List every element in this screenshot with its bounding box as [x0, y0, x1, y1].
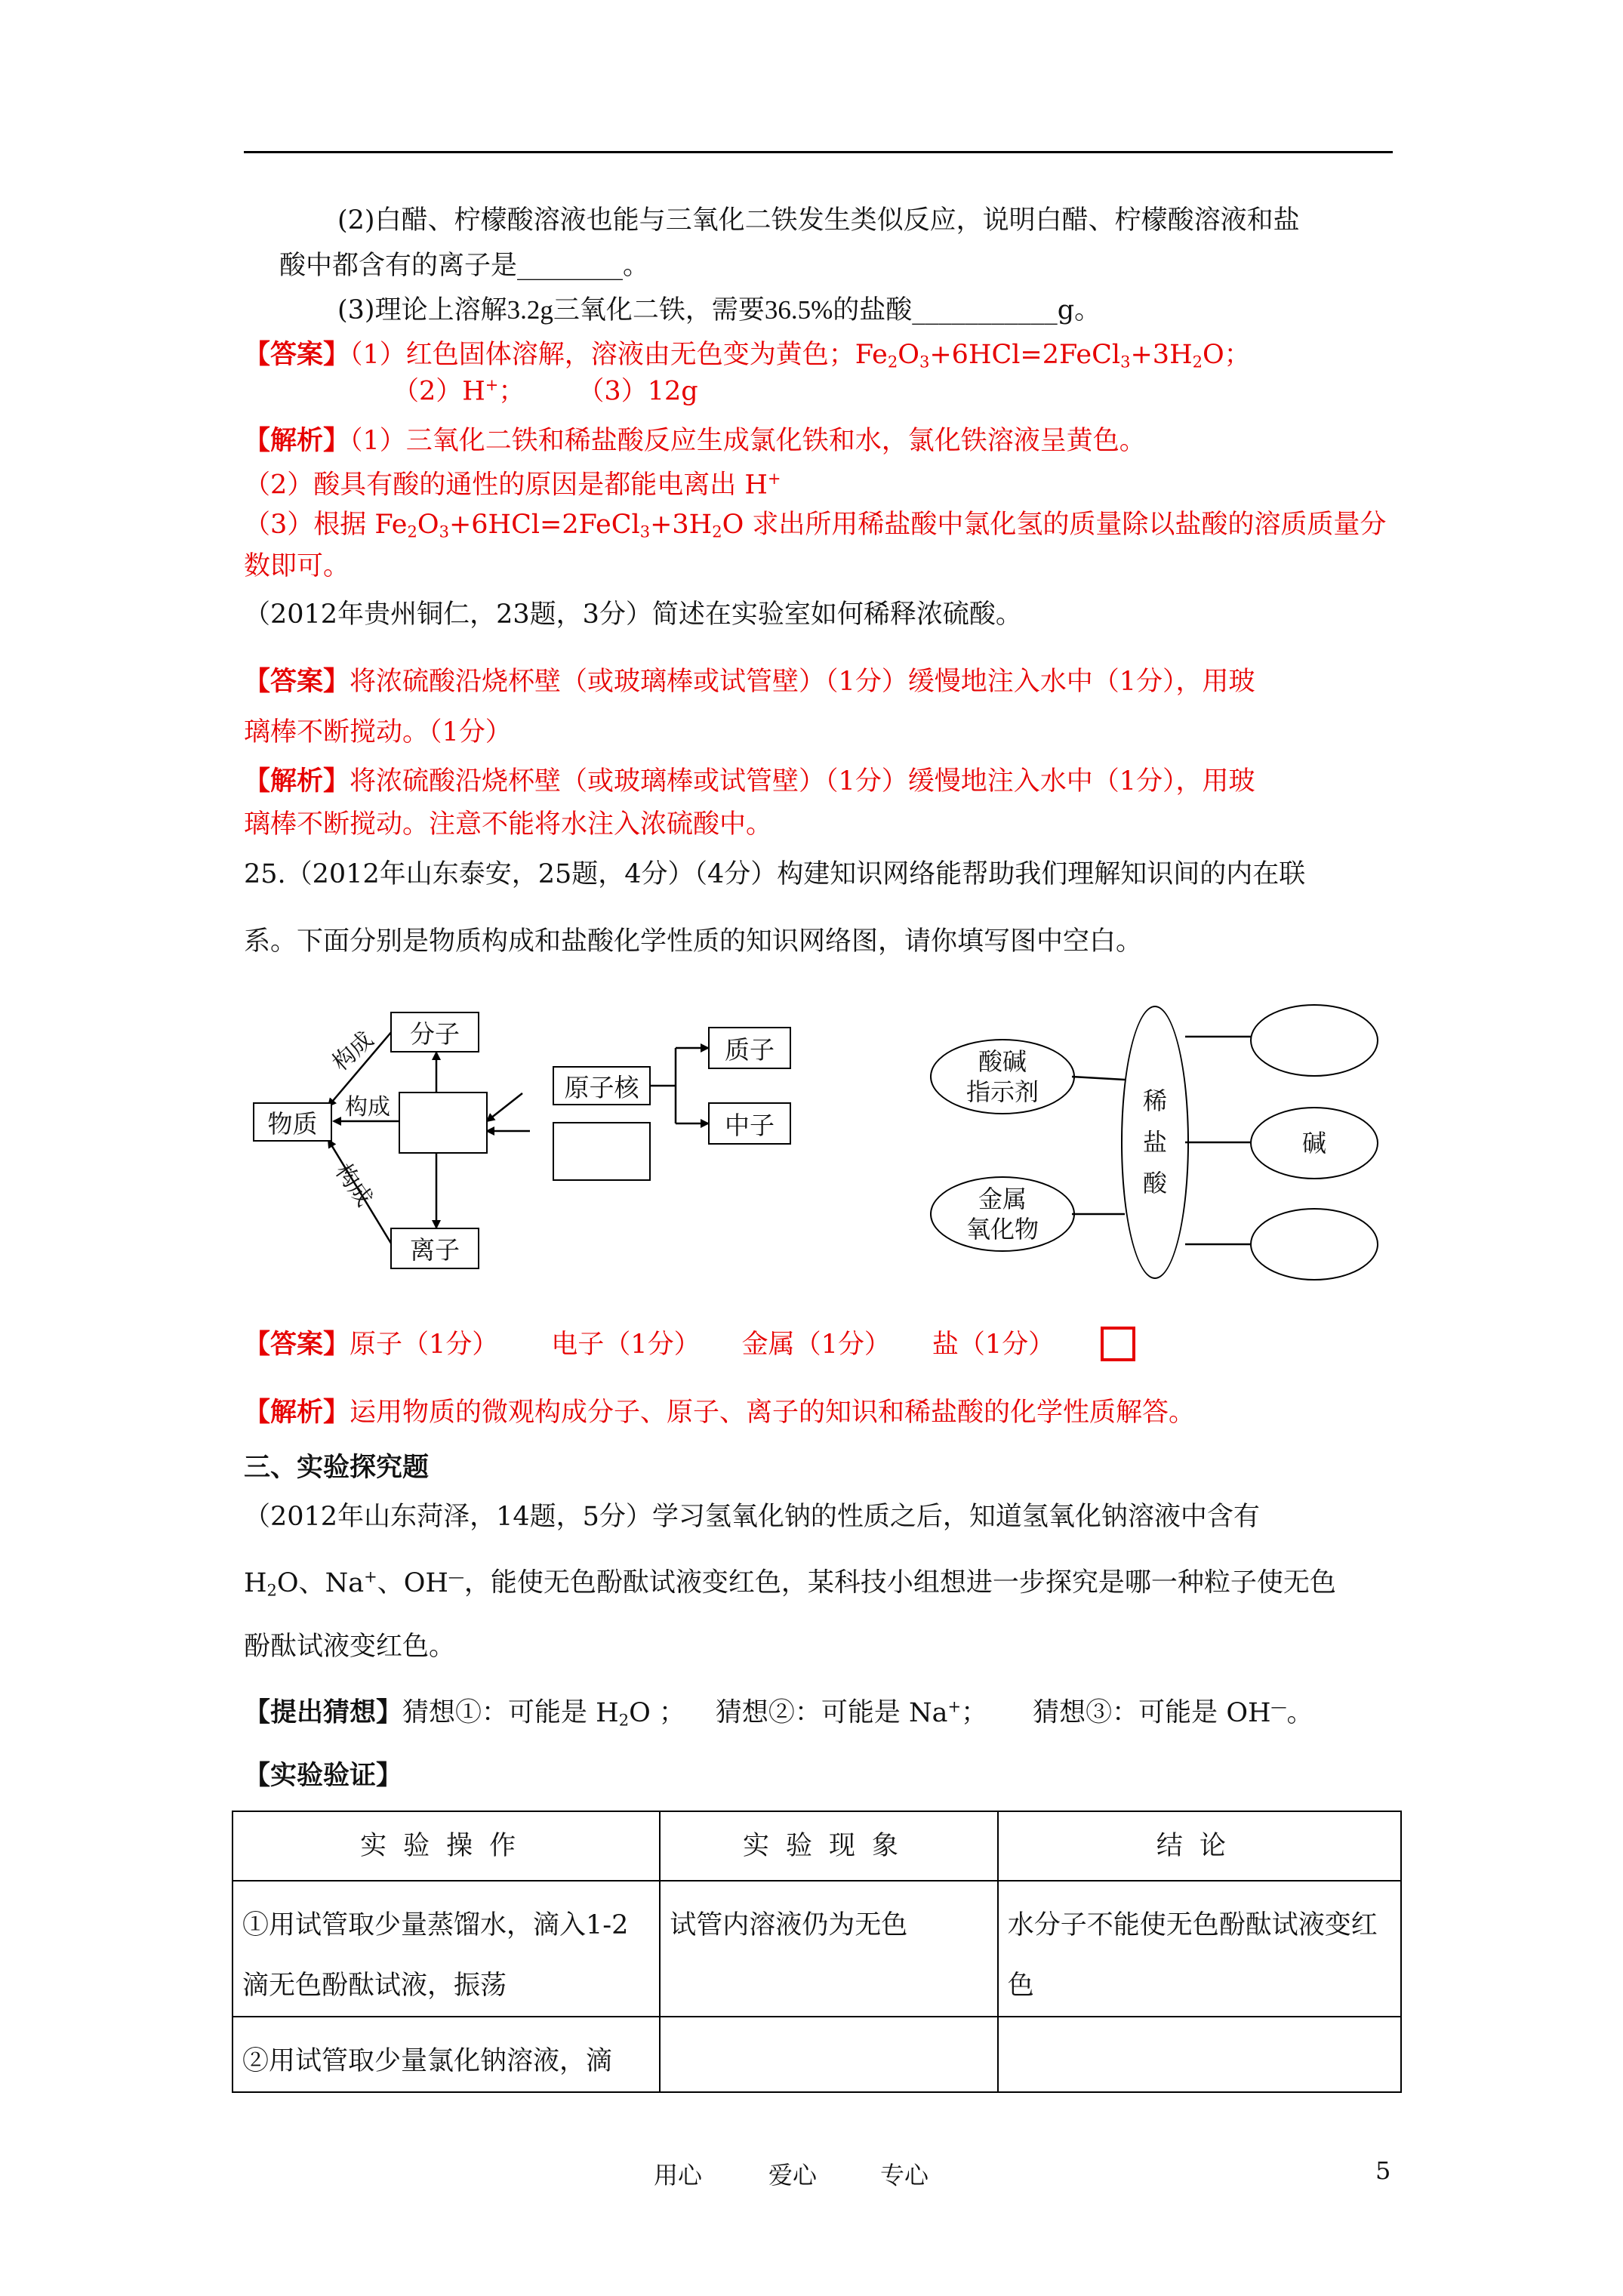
footer-word-3: 专心 [880, 2161, 929, 2190]
question-heze-line2: $H_2O$、Na+、OH—，能使无色酚酞试液变红色，某科技小组想进一步探究是哪一种粒子使无色 [244, 1567, 1336, 1599]
question-heze-line3: 酚酞试液变红色。 [244, 1632, 456, 1662]
question-2-line2: 酸中都含有的离子是________。 [279, 251, 650, 281]
footer-word-1: 用心 [654, 2161, 703, 2190]
proton-box: 质子 [708, 1027, 791, 1069]
header-rule [244, 151, 1393, 153]
header-conclusion: 结论 [998, 1811, 1401, 1881]
constitute-label-bottom: 构成 [329, 1159, 377, 1212]
question-25-line1: 25.（2012年山东泰安，25题，4分）（4分）构建知识网络能帮助我们理解知识间的内在联 [244, 859, 1306, 889]
atom-blank-box [399, 1092, 488, 1154]
analysis-1-line3: （3）根据 $Fe_2O_3+6HCl=2FeCl_3+3H_2O$ 求出所用稀盐酸中氯化氢的质量除以盐酸的溶质质量分 [244, 510, 1387, 541]
answer-1-line2: （2）H+； （3）12g [393, 376, 698, 407]
answer-3: 【答案】原子（1分） 电子（1分） 金属（1分） 盐（1分） [244, 1329, 1055, 1360]
question-tongren: （2012年贵州铜仁，23题，3分）简述在实验室如何稀释浓硫酸。 [244, 599, 1022, 630]
answer-2-line2: 璃棒不断搅动。（1分） [244, 717, 512, 747]
analysis-1-line1: 【解析】（1）三氧化二铁和稀盐酸反应生成氯化铁和水，氯化铁溶液呈黄色。 [244, 425, 1146, 456]
constitute-label-top: 构成 [327, 1026, 379, 1077]
header-phenomenon: 实验现象 [660, 1811, 997, 1881]
ion-box: 离子 [390, 1228, 479, 1269]
question-3: (3)理论上溶解3.2g三氧化二铁，需要36.5%的盐酸___________g。 [337, 295, 1101, 325]
analysis-1-line4: 数即可。 [244, 551, 350, 581]
matter-diagram [242, 997, 775, 1276]
footer-word-2: 爱心 [768, 2161, 818, 2190]
base-oval: 碱 [1250, 1107, 1378, 1179]
answer-2-line1: 【答案】将浓硫酸沿烧杯壁（或玻璃棒或试管壁）（1分）缓慢地注入水中（1分），用玻 [244, 666, 1255, 697]
answer-1-line1: 【答案】（1）红色固体溶解，溶液由无色变为黄色；$Fe_2O_3+6HCl=2FeCl_3+3H_2O$； [244, 339, 1251, 371]
table-header-row [233, 1811, 1401, 1881]
section-3-title: 三、实验探究题 [244, 1452, 430, 1483]
dilute-hcl-oval: 稀 盐 酸 [1121, 1006, 1189, 1279]
indicator-oval: 酸碱 指示剂 [930, 1039, 1075, 1114]
question-heze-line1: （2012年山东菏泽，14题，5分）学习氢氧化钠的性质之后，知道氢氧化钠溶液中含有 [244, 1502, 1260, 1532]
table-row: ②用试管取少量氯化钠溶液，滴 [233, 2017, 1401, 2092]
nucleus-box: 原子核 [553, 1066, 651, 1105]
electron-blank-box [553, 1122, 651, 1181]
blank-oval-top [1250, 1004, 1378, 1077]
experiment-table [232, 1811, 1402, 2093]
table-row: ①用试管取少量蒸馏水，滴入1-2滴无色酚酞试液，振荡 试管内溶液仍为无色 水分子不能使无色酚酞试液变红色 [233, 1881, 1401, 2017]
acid-diagram [921, 995, 1389, 1282]
constitute-label-mid: 构成 [345, 1094, 390, 1120]
hypothesis-line: 【提出猜想】猜想①：可能是 $H_2O$ ； 猜想②：可能是 Na+； 猜想③：可能是 OH—。 [244, 1697, 1313, 1729]
page-number: 5 [1375, 2156, 1391, 2185]
particle-list: $H_2O$、Na+、OH— [244, 1567, 464, 1599]
substance-box: 物质 [253, 1102, 332, 1142]
verify-tag: 【实验验证】 [244, 1760, 403, 1791]
neutron-box: 中子 [708, 1102, 791, 1145]
molecule-box: 分子 [390, 1012, 479, 1052]
header-operation: 实验操作 [233, 1811, 660, 1881]
metal-oxide-oval: 金属 氧化物 [930, 1176, 1075, 1252]
analysis-2-line1: 【解析】将浓硫酸沿烧杯壁（或玻璃棒或试管壁）（1分）缓慢地注入水中（1分），用玻 [244, 766, 1255, 797]
question-25-line2: 系。下面分别是物质构成和盐酸化学性质的知识网络图，请你填写图中空白。 [244, 926, 1143, 957]
analysis-2-line2: 璃棒不断搅动。注意不能将水注入浓硫酸中。 [244, 809, 773, 840]
blank-oval-bottom [1250, 1208, 1378, 1281]
red-check-box [1101, 1327, 1135, 1361]
question-2-line1: (2)白醋、柠檬酸溶液也能与三氧化二铁发生类似反应，说明白醋、柠檬酸溶液和盐 [337, 205, 1300, 236]
analysis-1-line2: （2）酸具有酸的通性的原因是都能电离出 H+ [244, 470, 781, 501]
analysis-3: 【解析】运用物质的微观构成分子、原子、离子的知识和稀盐酸的化学性质解答。 [244, 1397, 1196, 1428]
equation: $Fe_2O_3+6HCl=2FeCl_3+3H_2O$； [855, 340, 1251, 371]
